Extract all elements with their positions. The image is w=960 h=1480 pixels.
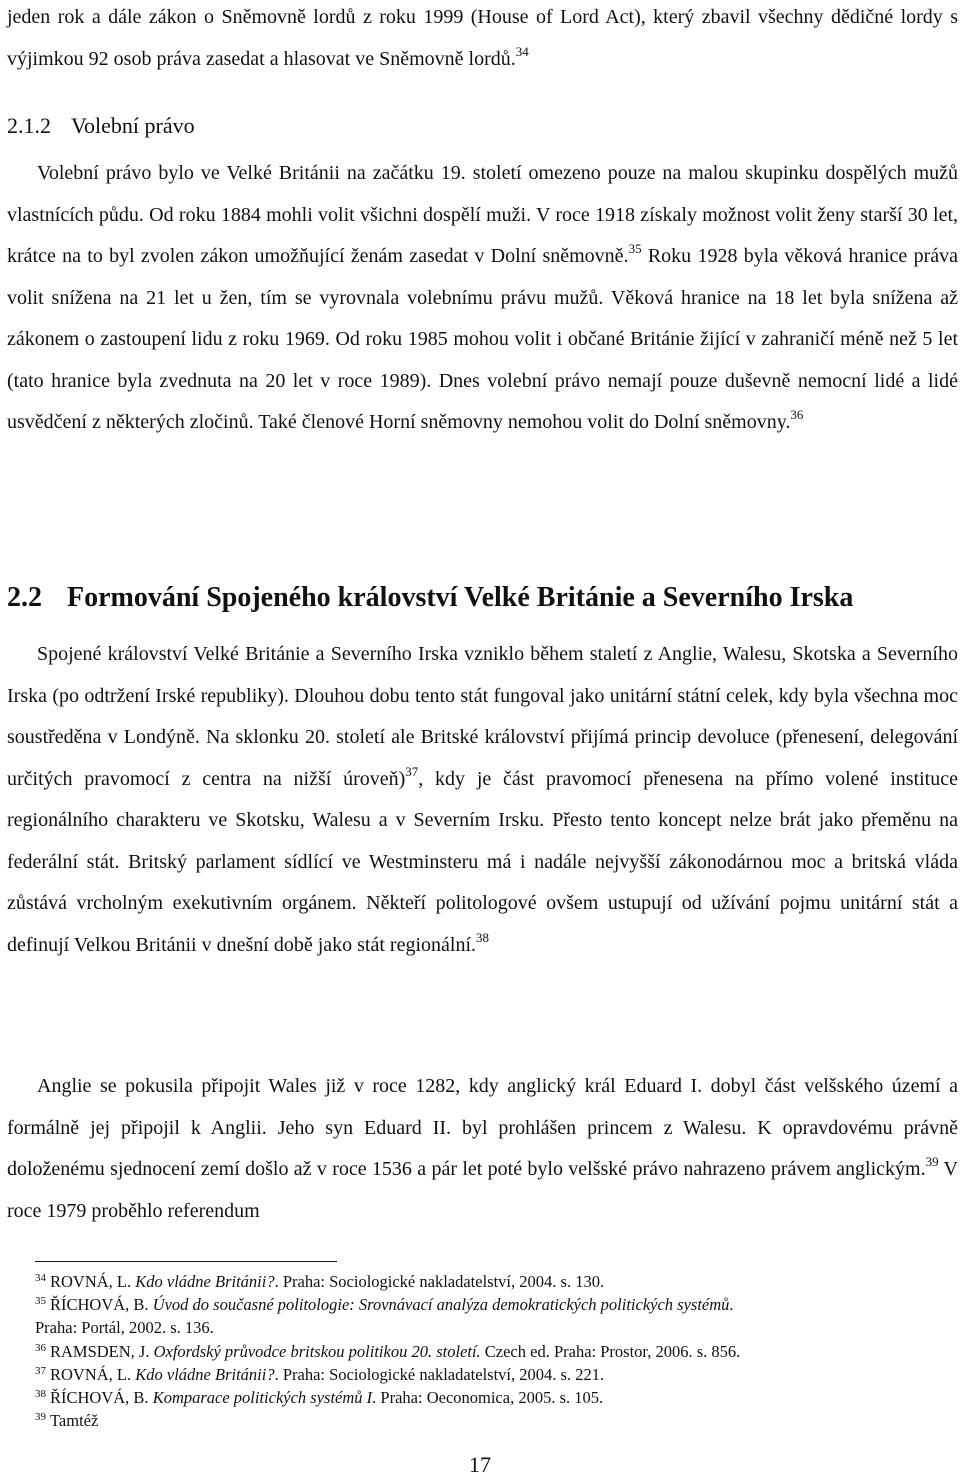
footnote xyxy=(35,1270,955,1293)
footnote xyxy=(35,1293,955,1339)
section-heading-2-2 xyxy=(7,576,958,620)
footnote-ref: 35 xyxy=(628,241,642,256)
footnote-ref: 36 xyxy=(790,407,804,422)
footnote-rest: . Praha: Oeconomica, 2005. s. 105. xyxy=(372,1388,604,1408)
footnote-separator xyxy=(35,1261,337,1262)
footnote-rest: . Praha: Sociologické nakladatelství, 2004. s. 130. xyxy=(274,1272,605,1291)
footnote-rest: . xyxy=(729,1295,734,1315)
paragraph-text: , kdy je část pravomocí přenesena na přímo volené instituce regionálního charakteru ve Skotsku, Walesu a v Severním Irsku. Přesto tento koncept nelze brát jako přeměnu na federální stát. Britský parlament sídlící ve Westminsteru má i nadále nejvyšší zákonodárnou moc a britská vláda zůstává vrcholným exekutivním orgánem. Někteří politologové ovšem ustupují od užívání pojmu unitární stát a definují Velkou Británii v dnešní době jako stát regionální. xyxy=(7,767,958,956)
footnote-author: RAMSDEN, J. xyxy=(50,1341,150,1361)
footnote-author: ROVNÁ, L. xyxy=(50,1272,132,1291)
footnote-title: Kdo vládne Británii? xyxy=(135,1364,275,1384)
section-heading-2-1-2 xyxy=(7,105,958,146)
paragraph-volebni-pravo xyxy=(7,153,958,444)
footnote-title: Úvod do současné politologie: Srovnávací analýza demokratických politických systémů xyxy=(152,1295,730,1315)
footnote-ref: 38 xyxy=(476,929,489,945)
footnote xyxy=(35,1340,955,1363)
footnote-ref: 34 xyxy=(515,43,529,59)
footnotes xyxy=(35,1270,955,1432)
footnote-number: 37 xyxy=(35,1364,46,1377)
footnote-number: 35 xyxy=(35,1295,46,1308)
paragraph-text: jeden rok a dále zákon o Sněmovně lordů z roku 1999 (House of Lord Act), který zbavil všechny dědičné lordy s výjimkou 92 osob práva zasedat a hlasovat ve Sněmovně lordů. xyxy=(7,6,958,70)
section-title: Formování Spojeného království Velké Británie a Severního Irska xyxy=(67,582,854,613)
footnote-ref: 37 xyxy=(405,763,419,779)
footnote-rest: . Praha: Sociologické nakladatelství, 2004. s. 221. xyxy=(274,1364,605,1384)
footnote-author: Tamtéž xyxy=(50,1411,99,1431)
footnote-number: 39 xyxy=(35,1411,46,1424)
section-number: 2.2 xyxy=(7,582,42,613)
footnote xyxy=(35,1409,955,1432)
paragraph-text: V roce 1979 proběhlo referendum xyxy=(7,1158,958,1222)
paragraph-text: Roku 1928 byla věková hranice práva volit snížena na 21 let u žen, tím se vyrovnala volebnímu právu mužů. Věková hranice na 18 let byla snížena až zákonem o zastoupení lidu z roku 1969. Od roku 1985 mohou volit i občané Británie žijící v zahraničí méně než 5 let (tato hranice byla zvednuta na 20 let v roce 1989). Dnes volební právo nemají pouze duševně nemocní lidé a lidé usvědčení z některých zločinů. Také členové Horní sněmovny nemohou volit do Dolní sněmovny. xyxy=(7,245,958,433)
footnote xyxy=(35,1363,955,1386)
section-number: 2.1.2 xyxy=(7,113,51,138)
paragraph-anglie xyxy=(7,1066,958,1232)
paragraph-text: Volební právo bylo ve Velké Británii na začátku 19. století omezeno pouze na malou skupinku dospělých mužů vlastnících půdu. Od roku 1884 mohli volit všichni dospělí muži. V roce 1918 získaly možnost volit ženy starší 30 let, krátce na to byl zvolen zákon umožňující ženám zasedat v Dolní sněmovně. xyxy=(7,162,958,267)
footnote-author: ŘÍCHOVÁ, B. xyxy=(50,1295,149,1315)
footnote-author: ROVNÁ, L. xyxy=(50,1364,132,1384)
page-number: 17 xyxy=(469,1452,491,1477)
footnote xyxy=(35,1386,955,1409)
footnote-title: Kdo vládne Británii? xyxy=(135,1272,275,1291)
paragraph-text: Anglie se pokusila připojit Wales již v roce 1282, kdy anglický král Eduard I. dobyl část velšského území a formálně jej připojil k Anglii. Jeho syn Eduard II. byl prohlášen princem z Walesu. K opravdovému právně doloženému sjednocení zemí došlo až v roce 1536 a pár let poté bylo velšské právo nahrazeno právem anglickým. xyxy=(7,1075,958,1180)
footnote-ref: 39 xyxy=(925,1154,939,1169)
footnote-number: 36 xyxy=(35,1341,46,1354)
paragraph-text: Spojené království Velké Británie a Severního Irska vzniklo během staletí z Anglie, Walesu, Skotska a Severního Irska (po odtržení Irské republiky). Dlouhou dobu tento stát fungoval jako unitární státní celek, kdy byla všechna moc soustředěna v Londýně. Na sklonku 20. století ale Britské království přijímá princip devoluce (přenesení, delegování určitých pravomocí z centra na nižší úroveň) xyxy=(7,643,958,790)
footnote-title: Komparace politických systémů I xyxy=(152,1388,373,1408)
footnote-author: ŘÍCHOVÁ, B. xyxy=(50,1388,149,1408)
footnote-rest: Czech ed. Praha: Prostor, 2006. s. 856. xyxy=(480,1341,741,1361)
paragraph-continuation xyxy=(7,0,958,80)
section-title: Volební právo xyxy=(71,113,195,138)
footnote-number: 34 xyxy=(35,1272,46,1284)
paragraph-formovani xyxy=(7,634,958,966)
footnote-number: 38 xyxy=(35,1388,46,1401)
footnote-title: Oxfordský průvodce britskou politikou 20. století. xyxy=(153,1341,481,1361)
footnote-rest: Praha: Portál, 2002. s. 136. xyxy=(35,1318,214,1338)
